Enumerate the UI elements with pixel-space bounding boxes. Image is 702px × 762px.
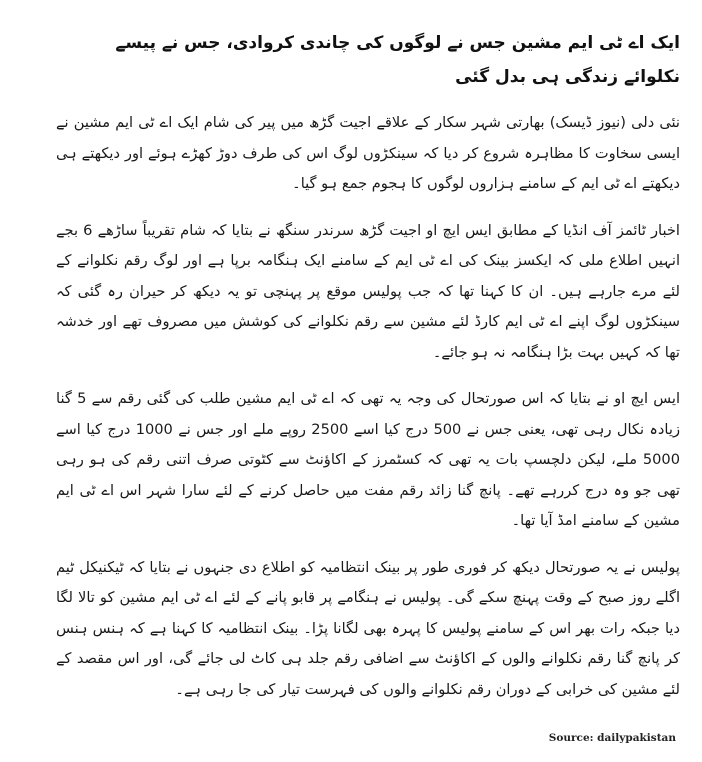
source-credit: Source: dailypakistan <box>548 732 676 744</box>
article-paragraph-1: نئی دلی (نیوز ڈیسک) بھارتی شہر سکار کے علاقے اجیت گڑھ میں پیر کی شام ایک اے ٹی ایم مشین نے ایسی سخاوت کا مظاہرہ شروع کر دیا کہ سینکڑوں لوگ اس کی طرف دوڑ کھڑے ہوئے اور دیکھتے ہی دیکھتے اے ٹی ایم کے سامنے ہزاروں لوگوں کا ہجوم جمع ہو گیا۔ <box>56 114 680 192</box>
article-body <box>56 26 680 721</box>
article-headline: ایک اے ٹی ایم مشین جس نے لوگوں کی چاندی کروادی، جس نے پیسے نکلوائے زندگی ہی بدل گئی <box>115 33 680 87</box>
article-paragraph-3: ایس ایچ او نے بتایا کہ اس صورتحال کی وجہ یہ تھی کہ اے ٹی ایم مشین طلب کی گئی رقم سے 5 گنا زیادہ نکال رہی تھی، یعنی جس نے 500 درج کیا اسے 2500 روپے ملے اور جس نے 1000 درج کیا اسے 5000 ملے، لیکن دلچسپ بات یہ تھی کہ کسٹمرز کے اکاؤنٹ سے کٹوتی صرف اتنی رقم کی ہو رہی تھی جو وہ درج کررہے تھے۔ پانچ گنا زائد رقم مفت میں حاصل کرنے کے لئے سارا شہر اس اے ٹی ایم مشین کے سامنے امڈ آیا تھا۔ <box>56 390 680 529</box>
article-paragraph-4: پولیس نے یہ صورتحال دیکھ کر فوری طور پر بینک انتظامیہ کو اطلاع دی جنہوں نے بتایا کہ ٹیکنیکل ٹیم اگلے روز صبح کے وقت پہنچ سکے گی۔ پولیس نے ہنگامے پر قابو پانے کے لئے اے ٹی ایم مشین کو تالا لگا دیا جبکہ رات بھر اس کے سامنے پولیس کا پہرہ بھی لگانا پڑا۔ بینک انتظامیہ کا کہنا ہے کہ ہنس ہنس کر پانچ گنا رقم نکلوانے والوں کے اکاؤنٹ سے اضافی رقم جلد ہی کاٹ لی جائے گی، اور اس مقصد کے لئے مشین کی خرابی کے دوران رقم نکلوانے والوں کی فہرست تیار کی جا رہی ہے۔ <box>56 558 680 698</box>
article-paragraph-2: اخبار ٹائمز آف انڈیا کے مطابق ایس ایچ او اجیت گڑھ سرندر سنگھ نے بتایا کہ شام تقریباً ساڑھے 6 بجے انہیں اطلاع ملی کہ ایکسز بینک کی اے ٹی ایم کے سامنے ایک ہنگامہ برپا ہے اور لوگ رقم نکلوانے کے لئے مرے جارہے ہیں۔ ان کا کہنا تھا کہ جب پولیس موقع پر پہنچی تو یہ دیکھ کر حیران رہ گئی کہ سینکڑوں لوگ اپنے اے ٹی ایم کارڈ لئے مشین سے رقم نکلوانے کی کوشش میں مصروف تھے اور خدشہ تھا کہ کہیں بہت بڑا ہنگامہ نہ ہو جائے۔ <box>56 221 680 361</box>
